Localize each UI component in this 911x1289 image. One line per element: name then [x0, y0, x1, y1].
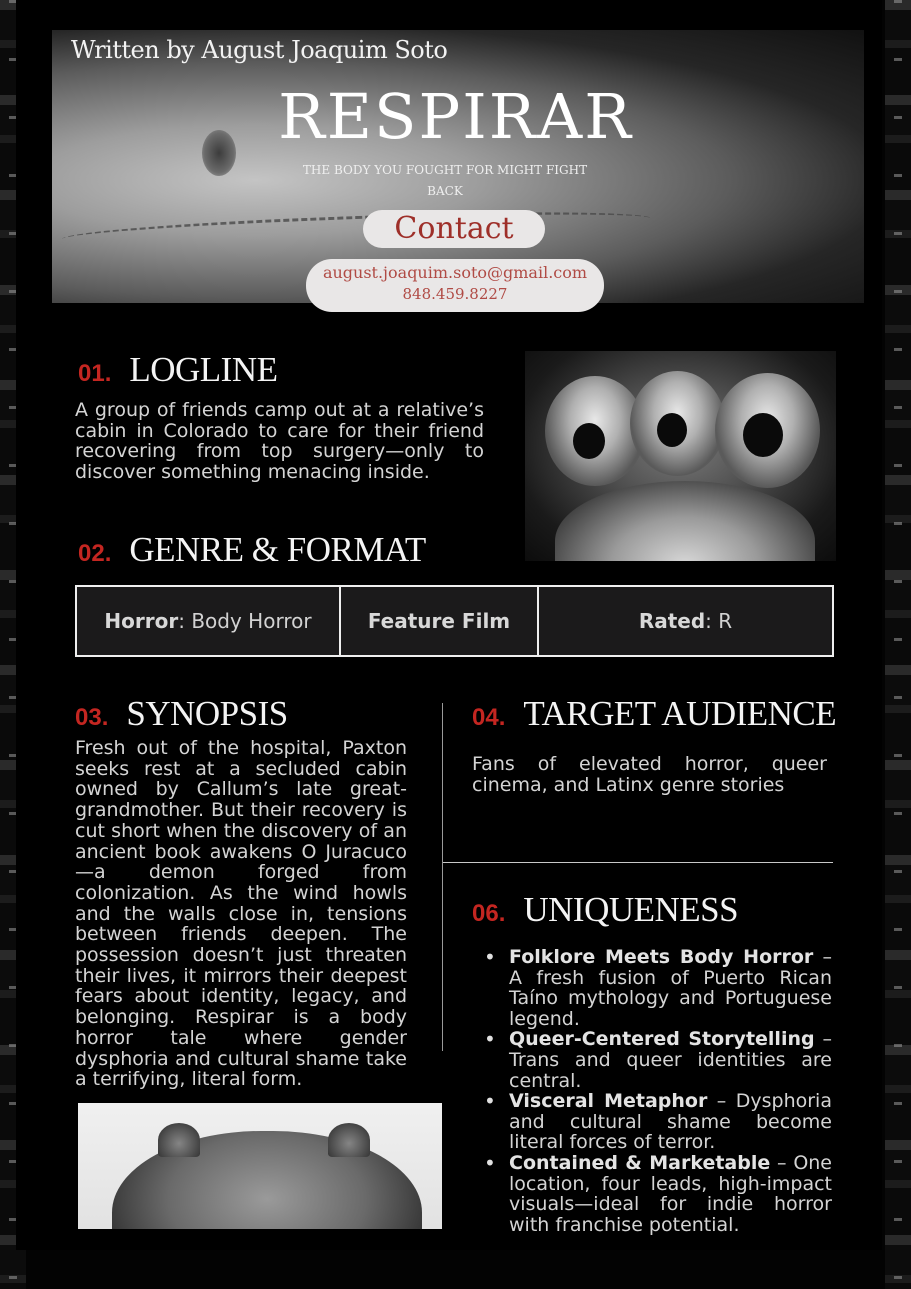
- image-mouth-middle: [657, 413, 687, 447]
- image-mouth-right: [743, 413, 783, 457]
- contact-phone[interactable]: 848.459.8227: [402, 285, 508, 303]
- audience-title: TARGET AUDIENCE: [523, 694, 837, 733]
- screaming-faces-image: [525, 351, 836, 561]
- synopsis-text: Fresh out of the hospital, Paxton seeks rest at a secluded cabin owned by Callum’s late great-grandmother. But their recovery is cut short when the discovery of an ancient book awakens O Juracuco—a demon forged from colonization. As the wind howls and the walls close in, tensions between friends deepen. The possession doesn’t just threaten their lives, it mirrors their deepest fears about identity, legacy, and belonging. Respirar is a body horror tale where gender dysphoria and cultural shame take a terrifying, literal form.: [75, 737, 407, 1091]
- synopsis-number: 03.: [75, 704, 109, 731]
- list-item-text: – One location, four leads, high-impact visuals—ideal for indie horror with franchise potential.: [509, 1151, 832, 1236]
- contact-email-link[interactable]: august.joaquim.soto@gmail.com: [322, 263, 588, 282]
- uniqueness-heading: [472, 890, 738, 930]
- genre-cell-rating-rest: : R: [705, 609, 733, 633]
- uniqueness-number: 06.: [472, 900, 506, 927]
- genre-cell-format: [341, 587, 539, 655]
- list-item-text: – Dysphoria and cultural shame become literal forces of terror.: [509, 1090, 832, 1154]
- logline-number: 01.: [78, 360, 112, 387]
- audience-text: Fans of elevated horror, queer cinema, and Latinx genre stories: [472, 753, 827, 796]
- audience-heading: [472, 694, 836, 734]
- image-bump-left: [158, 1123, 200, 1157]
- genre-cell-rating-bold: Rated: [638, 609, 706, 633]
- list-item: [484, 1091, 832, 1153]
- film-strip-right: [885, 0, 911, 1289]
- logline-heading: [78, 350, 278, 390]
- logline-title: LOGLINE: [129, 350, 278, 389]
- list-item-bold: Queer-Centered Storytelling: [509, 1028, 815, 1051]
- image-mouth-left: [573, 423, 605, 459]
- genre-format-table: [75, 585, 834, 657]
- genre-cell-rating: [539, 587, 832, 655]
- contact-info: [306, 259, 604, 312]
- body-close-up-image: [78, 1103, 442, 1229]
- list-item: [484, 947, 832, 1029]
- list-item: [484, 1029, 832, 1091]
- genre-title: GENRE & FORMAT: [129, 530, 426, 569]
- image-bump-right: [328, 1123, 370, 1157]
- genre-cell-horror: [77, 587, 341, 655]
- page-title: RESPIRAR: [278, 80, 633, 153]
- tagline: THE BODY YOU FOUGHT FOR MIGHT FIGHT BACK: [302, 163, 588, 198]
- list-item-bold: Contained & Marketable: [509, 1151, 771, 1174]
- uniqueness-title: UNIQUENESS: [523, 890, 739, 929]
- list-item: [484, 1153, 832, 1235]
- list-item-text: – A fresh fusion of Puerto Rican Taíno mythology and Portuguese legend.: [509, 946, 832, 1030]
- list-item-text: – Trans and queer identities are central.: [509, 1028, 833, 1092]
- genre-cell-format-bold: Feature Film: [367, 609, 511, 633]
- genre-cell-horror-rest: : Body Horror: [178, 609, 312, 633]
- genre-cell-horror-bold: Horror: [104, 609, 179, 633]
- logline-text: A group of friends camp out at a relative’s cabin in Colorado to care for their friend recovering from top surgery—only to discover something menacing inside.: [75, 399, 484, 484]
- column-divider: [442, 703, 443, 1051]
- list-item-bold: Folklore Meets Body Horror: [509, 946, 814, 968]
- section-divider: [443, 862, 833, 863]
- list-item-bold: Visceral Metaphor: [509, 1090, 708, 1113]
- contact-button[interactable]: Contact: [363, 210, 545, 248]
- synopsis-heading: [75, 694, 288, 734]
- audience-number: 04.: [472, 704, 506, 731]
- uniqueness-list: [484, 947, 832, 1235]
- genre-heading: [78, 530, 426, 570]
- written-by: Written by August Joaquim Soto: [71, 36, 448, 64]
- image-shoulders: [555, 481, 815, 561]
- genre-number: 02.: [78, 540, 112, 567]
- synopsis-title: SYNOPSIS: [126, 694, 288, 733]
